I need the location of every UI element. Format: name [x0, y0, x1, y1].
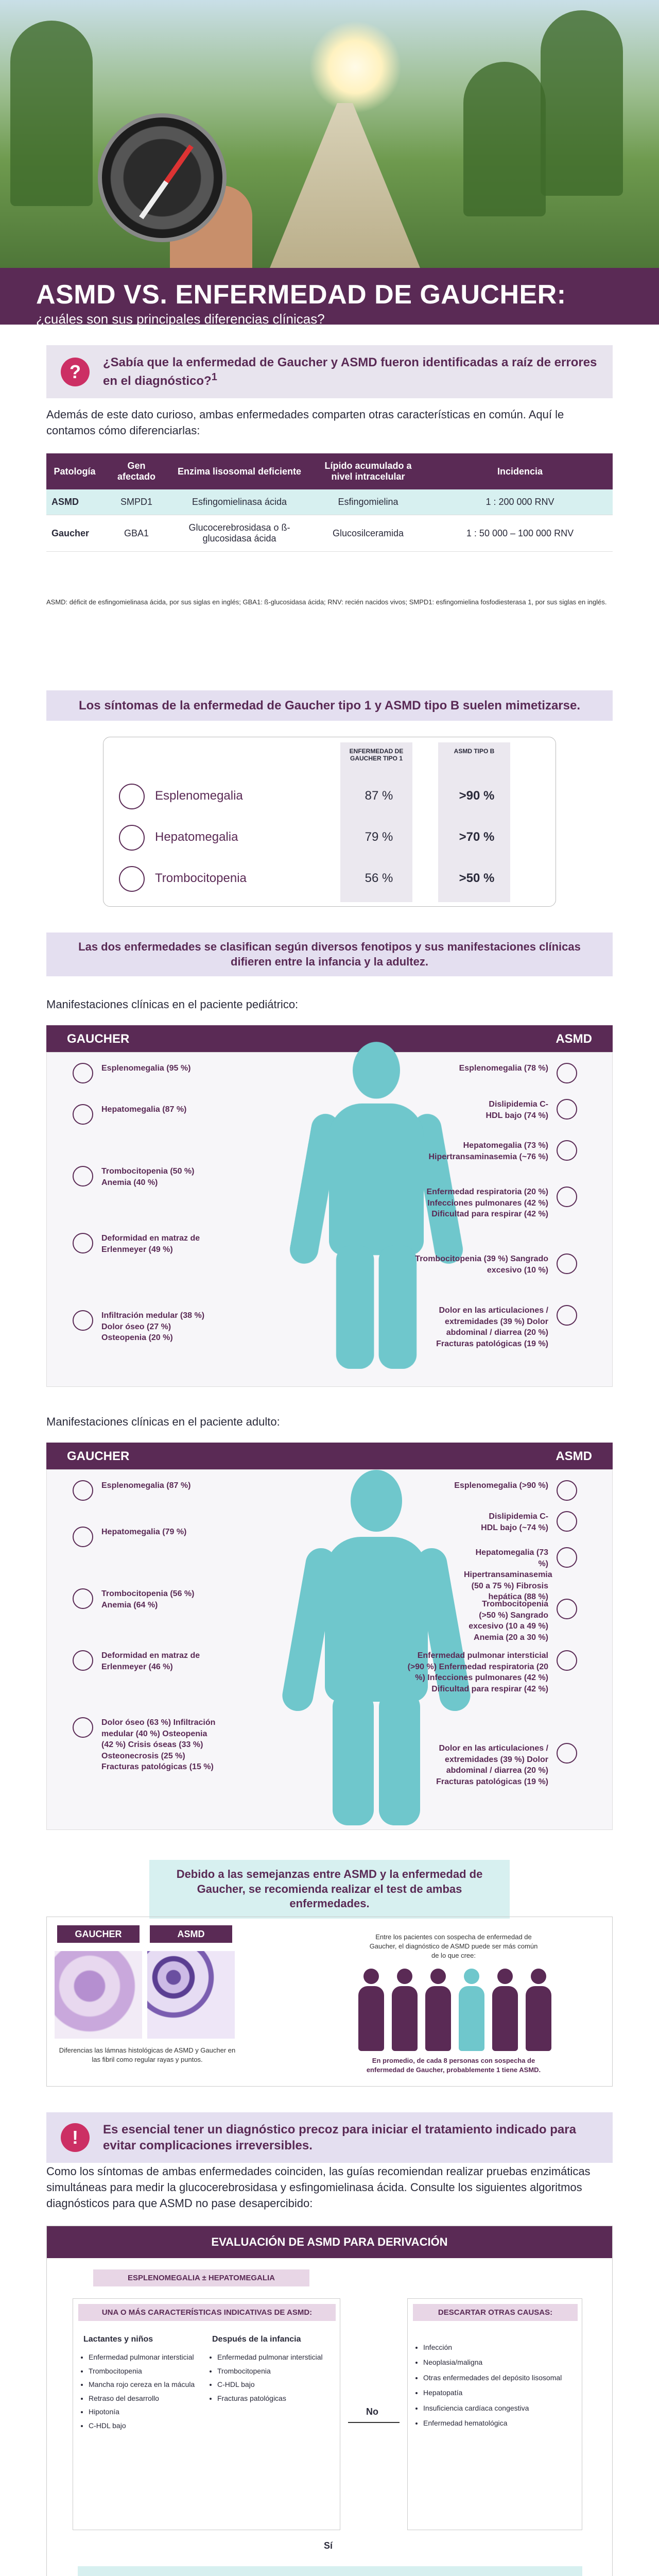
prevalence-note: Entre los pacientes con sospecha de enfermedad de Gaucher, el diagnóstico de ASMD puede ser más común de lo que cree: — [369, 1933, 538, 1960]
blood-icon — [119, 866, 145, 892]
similarity-banner: Debido a las semejanzas entre ASMD y la enfermedad de Gaucher, se recomienda realizar el test de ambas enfermedades. — [149, 1860, 510, 1919]
kids-list — [89, 2350, 202, 2433]
list-item: • Enfermedad hematológica — [423, 2416, 573, 2431]
gaucher-micrograph — [55, 1951, 142, 2039]
manifestation-text: Enfermedad pulmonar intersticial (>90 %) Enfermedad respiratoria (20 %) Infecciones pulmonares (42 %) Dificultad para respirar (42 %) — [407, 1651, 548, 1693]
col-header: Patología — [46, 453, 103, 489]
list-item: • Fracturas patológicas — [217, 2392, 331, 2405]
question-icon: ? — [61, 358, 90, 386]
list-item: • Enfermedad pulmonar intersticial — [217, 2350, 331, 2364]
micro-caption: Diferencias las lámnas histológicas de ASMD y Gaucher en las fibril como regular rayas y puntos. — [59, 2046, 236, 2064]
manifestation-text: Dislipidemia C-HDL bajo (~74 %) — [481, 1512, 548, 1532]
manifestation-text: Enfermedad respiratoria (20 %) Infecciones pulmonares (42 %) Dificultad para respirar (42 %) — [426, 1188, 548, 1219]
table-cell: Gaucher — [46, 515, 103, 552]
sun — [309, 21, 402, 113]
list-item: • Infección — [423, 2340, 573, 2355]
adult-title: Manifestaciones clínicas en el paciente adulto: — [46, 1415, 280, 1428]
list-item: • Trombocitopenia — [217, 2364, 331, 2378]
alert-icon: ! — [61, 2123, 90, 2152]
joint-icon — [557, 1305, 577, 1326]
blood-icon — [73, 1166, 93, 1187]
manifestation-text: Trombocitopenia (56 %) Anemia (64 %) — [101, 1589, 195, 1609]
person-icon — [423, 1969, 454, 2051]
liver-icon — [557, 1547, 577, 1568]
list-item: • Hepatopatía — [423, 2385, 573, 2400]
page-subtitle: ¿cuáles son sus principales diferencias clínicas? — [36, 311, 325, 327]
manifestation-item — [73, 1104, 242, 1115]
symptom-name: Trombocitopenia — [155, 871, 247, 885]
bone-icon — [73, 1233, 93, 1253]
hero-image — [0, 0, 659, 268]
manifestation-item — [407, 1063, 577, 1074]
pediatric-header — [46, 1025, 613, 1052]
symptom-row — [114, 861, 546, 897]
manifestation-text: Dislipidemia C-HDL bajo (74 %) — [485, 1100, 548, 1120]
symptom-name: Hepatomegalia — [155, 830, 238, 844]
tree — [463, 62, 546, 216]
manifestation-item — [407, 1743, 577, 1787]
manifestation-item — [407, 1305, 577, 1349]
list-item: • Insuficiencia cardíaca congestiva — [423, 2401, 573, 2416]
manifestation-text: Esplenomegalia (78 %) — [459, 1064, 548, 1073]
manifestation-item — [407, 1511, 577, 1533]
asmd-value: >50 % — [459, 871, 495, 885]
title-bar — [0, 268, 659, 325]
table-header — [46, 453, 613, 489]
table-cell: 1 : 50 000 – 100 000 RNV — [427, 515, 613, 552]
table-cell: ASMD — [46, 489, 103, 515]
bone-icon — [73, 1650, 93, 1671]
list-item: • Retraso del desarrollo — [89, 2392, 202, 2405]
gaucher-value: 87 % — [365, 789, 393, 803]
callout-sup: 1 — [211, 371, 217, 383]
symptom-name: Esplenomegalia — [155, 789, 243, 803]
table-cell: Glucosilceramida — [309, 515, 427, 552]
indicative-header: UNA O MÁS CARACTERÍSTICAS INDICATIVAS DE ASMD: — [78, 2304, 336, 2321]
algo-action — [78, 2566, 582, 2576]
spleen-icon — [73, 1480, 93, 1501]
lungs-icon — [557, 1187, 577, 1207]
algorithm-title: EVALUACIÓN DE ASMD PARA DERIVACIÓN — [47, 2226, 612, 2258]
table-footnote: ASMD: déficit de esfingomielinasa ácida, por sus siglas en inglés; GBA1: ß-glucosidasa ácida; RNV: recién nacidos vivos; SMPD1: esfingomielina fosfodiesterasa 1, por sus siglas en inglés. — [46, 598, 607, 606]
no-label: No — [366, 2406, 378, 2417]
manifestation-text: Hepatomegalia (79 %) — [101, 1528, 187, 1536]
compass-icon — [98, 113, 227, 242]
list-item: • Neoplasia/maligna — [423, 2355, 573, 2370]
person-icon — [356, 1969, 387, 2051]
asmd-header: ASMD — [556, 1032, 592, 1046]
manifestation-text: Esplenomegalia (87 %) — [101, 1481, 191, 1490]
manifestation-item — [407, 1599, 577, 1643]
col-gaucher-header: ENFERMEDAD DE GAUCHER TIPO 1 — [349, 748, 404, 762]
manifestation-item — [73, 1717, 242, 1773]
blood-icon — [73, 1588, 93, 1609]
asmd-label: ASMD — [150, 1925, 232, 1943]
guidelines-text: Como los síntomas de ambas enfermedades coinciden, las guías recomiendan realizar pruebas enzimáticas simultáneas para medir la glucocerebrosidasa y esfingomielinasa ácida. Consulte los siguientes algoritmos diagnósticos para que ASMD no pase desapercibido: — [46, 2165, 591, 2210]
comparison-table — [46, 453, 613, 552]
manifestation-item — [73, 1310, 242, 1344]
list-item: • Hipotonía — [89, 2405, 202, 2419]
list-item: • Otras enfermedades del depósito lisosomal — [423, 2370, 573, 2385]
mimic-banner: Los síntomas de la enfermedad de Gaucher tipo 1 y ASMD tipo B suelen mimetizarse. — [46, 690, 613, 721]
table-cell: SMPD1 — [103, 489, 170, 515]
manifestation-item — [407, 1099, 577, 1121]
causes-box — [407, 2298, 582, 2530]
spleen-icon — [557, 1063, 577, 1083]
col-asmd-header: ASMD TIPO B — [454, 748, 495, 755]
symptom-row — [114, 778, 546, 815]
manifestation-item — [407, 1140, 577, 1162]
person-icon — [490, 1969, 521, 2051]
spleen-icon — [73, 1063, 93, 1083]
col-header: Gen afectado — [103, 453, 170, 489]
table-cell: GBA1 — [103, 515, 170, 552]
table-row — [46, 489, 613, 515]
manifestation-text: Esplenomegalia (>90 %) — [454, 1481, 548, 1490]
manifestation-item — [73, 1650, 242, 1672]
manifestation-item — [73, 1527, 242, 1538]
manifestation-item — [73, 1480, 242, 1492]
col-header: Incidencia — [427, 453, 613, 489]
asmd-micrograph — [147, 1951, 235, 2039]
joint-icon — [557, 1743, 577, 1764]
gaucher-label: GAUCHER — [57, 1925, 140, 1943]
blood-icon — [557, 1599, 577, 1619]
asmd-value: >70 % — [459, 830, 495, 844]
table-cell: Glucocerebrosidasa o ß-glucosidasa ácida — [170, 515, 309, 552]
manifestation-text: Hepatomegalia (73 %) Hipertransaminasemia (~76 %) — [428, 1141, 548, 1161]
liver-icon — [119, 825, 145, 851]
col-header: Enzima lisosomal deficiente — [170, 453, 309, 489]
manifestation-item — [73, 1166, 242, 1188]
table-cell: 1 : 200 000 RNV — [427, 489, 613, 515]
indicative-box — [73, 2298, 340, 2530]
tree — [10, 21, 93, 206]
intro-text: Además de este dato curioso, ambas enfermedades comparten otras características en común. Aquí le contamos cómo diferenciarlas: — [46, 408, 564, 437]
list-item: • Enfermedad pulmonar intersticial — [89, 2350, 202, 2364]
gaucher-header: GAUCHER — [67, 1449, 130, 1463]
prevalence-stat: En promedio, de cada 8 personas con sospecha de enfermedad de Gaucher, probablemente 1 tiene ASMD. — [366, 2057, 541, 2074]
microscopy-section — [46, 1917, 613, 2087]
callout-text: ¿Sabía que la enfermedad de Gaucher y ASMD fueron identificadas a raíz de errores en el diagnóstico? — [103, 355, 597, 388]
asmd-header: ASMD — [556, 1449, 592, 1463]
gaucher-value: 79 % — [365, 830, 393, 844]
list-item: • C-HDL bajo — [89, 2419, 202, 2433]
manifestation-text: Dolor en las articulaciones / extremidades (39 %) Dolor abdominal / diarrea (20 %) Fracturas patológicas (19 %) — [436, 1744, 548, 1786]
gaucher-header: GAUCHER — [67, 1032, 130, 1046]
manifestation-item — [407, 1650, 577, 1694]
arrow-no — [348, 2422, 400, 2423]
liver-icon — [73, 1527, 93, 1547]
gaucher-value: 56 % — [365, 871, 393, 885]
road — [268, 103, 422, 268]
manifestation-text: Deformidad en matraz de Erlenmeyer (49 %) — [101, 1234, 200, 1254]
manifestation-item — [73, 1588, 242, 1611]
table-row — [46, 515, 613, 552]
manifestation-text: Hepatomegalia (87 %) — [101, 1105, 187, 1114]
page-title: ASMD VS. ENFERMEDAD DE GAUCHER: — [36, 280, 566, 310]
table-cell: Esfingomielinasa ácida — [170, 489, 309, 515]
adults-header: Después de la infancia — [212, 2335, 301, 2344]
asmd-value: >90 % — [459, 789, 495, 803]
person-icon — [456, 1969, 487, 2051]
manifestation-item — [407, 1187, 577, 1220]
manifestation-text: Trombocitopenia (>50 %) Sangrado excesivo (10 a 49 %) Anemia (20 a 30 %) — [469, 1600, 548, 1642]
manifestation-item — [73, 1063, 242, 1074]
manifestation-text: Dolor óseo (63 %) Infiltración medular (40 %) Osteopenia (42 %) Crisis óseas (33 %) Osteonecrosis (25 %) Fracturas patológicas (15 %) — [101, 1718, 216, 1772]
manifestation-text: Trombocitopenia (50 %) Anemia (40 %) — [101, 1167, 195, 1187]
lipid-icon — [557, 1511, 577, 1532]
algo-top-box: ESPLENOMEGALIA ± HEPATOMEGALIA — [93, 2269, 309, 2286]
manifestation-text: Hepatomegalia (73 %) Hipertransaminasemia (50 a 75 %) Fibrosis hepática (88 %) — [464, 1548, 552, 1602]
adult-panel — [46, 1469, 613, 1830]
tree — [541, 10, 623, 196]
adult-header — [46, 1443, 613, 1469]
algorithm-referral — [46, 2226, 613, 2576]
bone-icon — [73, 1310, 93, 1331]
spleen-icon — [557, 1480, 577, 1501]
spleen-icon — [119, 784, 145, 809]
manifestation-text: Deformidad en matraz de Erlenmeyer (46 %) — [101, 1651, 200, 1671]
person-icon — [523, 1969, 554, 2051]
symptoms-table — [103, 737, 556, 907]
table-cell: Esfingomielina — [309, 489, 427, 515]
bone-icon — [73, 1717, 93, 1738]
liver-icon — [557, 1140, 577, 1161]
adults-list — [217, 2350, 331, 2405]
blood-icon — [557, 1253, 577, 1274]
person-icon — [389, 1969, 420, 2051]
manifestation-item — [407, 1480, 577, 1492]
col-header: Lípido acumulado a nivel intracelular — [309, 453, 427, 489]
list-item: • C-HDL bajo — [217, 2378, 331, 2392]
manifestation-item — [73, 1233, 242, 1255]
intro-callout — [46, 345, 613, 398]
callout-text: Es esencial tener un diagnóstico precoz para iniciar el tratamiento indicado para evitar complicaciones irreversibles. — [103, 2123, 576, 2153]
list-item: • Trombocitopenia — [89, 2364, 202, 2378]
pediatric-title: Manifestaciones clínicas en el paciente pediátrico: — [46, 998, 299, 1011]
causes-header: DESCARTAR OTRAS CAUSAS: — [413, 2304, 578, 2321]
kids-header: Lactantes y niños — [83, 2335, 153, 2344]
manifestation-text: Infiltración medular (38 %) Dolor óseo (27 %) Osteopenia (20 %) — [101, 1311, 205, 1343]
manifestation-item — [407, 1253, 577, 1276]
lungs-icon — [557, 1650, 577, 1671]
manifestation-text: Dolor en las articulaciones / extremidades (39 %) Dolor abdominal / diarrea (20 %) Fracturas patológicas (19 %) — [436, 1306, 548, 1348]
symptom-row — [114, 820, 546, 856]
early-callout — [46, 2112, 613, 2163]
manifestation-text: Esplenomegalia (95 %) — [101, 1064, 191, 1073]
lipid-icon — [557, 1099, 577, 1120]
causes-list — [423, 2340, 573, 2431]
manifestation-text: Trombocitopenia (39 %) Sangrado excesivo (10 %) — [415, 1255, 548, 1275]
list-item: • Mancha rojo cereza en la mácula — [89, 2378, 202, 2392]
liver-icon — [73, 1104, 93, 1125]
manifestation-item — [407, 1547, 577, 1603]
pediatric-panel — [46, 1052, 613, 1387]
yes-label: Sí — [324, 2540, 333, 2551]
phenotype-banner: Las dos enfermedades se clasifican según diversos fenotipos y sus manifestaciones clínicas difieren entre la infancia y la adultez. — [46, 933, 613, 976]
